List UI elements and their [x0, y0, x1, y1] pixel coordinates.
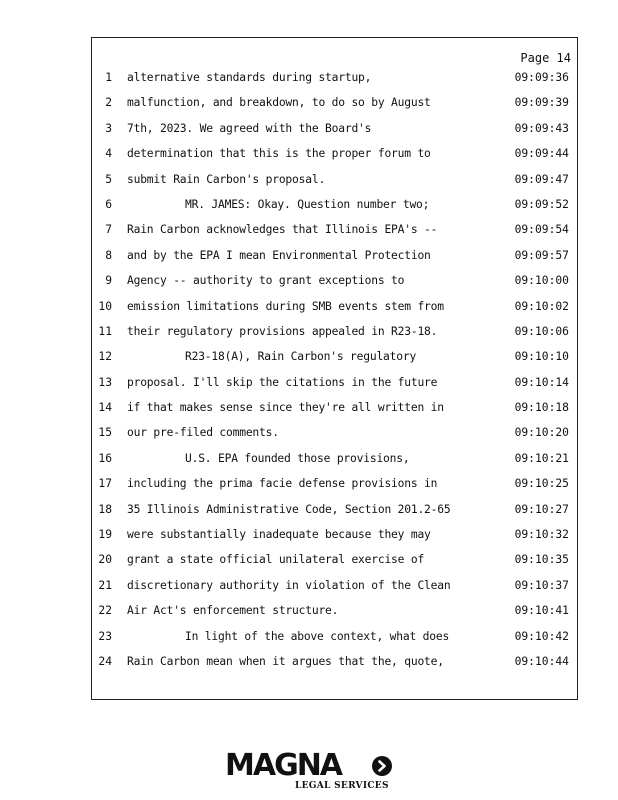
line-timestamp: 09:10:37	[514, 578, 569, 592]
transcript-line	[92, 223, 577, 248]
line-text: determination that this is the proper forum to	[127, 147, 431, 161]
line-number: 1	[105, 71, 112, 84]
transcript-line	[92, 503, 577, 528]
line-text: Agency -- authority to grant exceptions to	[127, 274, 405, 288]
line-text: proposal. I'll skip the citations in the future	[127, 375, 438, 389]
logo-subtitle: LEGAL SERVICES	[295, 781, 389, 791]
line-text: Rain Carbon mean when it argues that the, quote,	[127, 654, 444, 668]
line-number: 3	[105, 121, 112, 135]
line-timestamp: 09:09:47	[514, 172, 569, 186]
line-timestamp: 09:10:14	[514, 375, 569, 389]
transcript-line	[92, 452, 577, 477]
line-text: In light of the above context, what does	[185, 629, 450, 643]
transcript-line	[92, 477, 577, 502]
transcript-line	[92, 376, 577, 401]
line-timestamp: 09:09:39	[514, 96, 569, 110]
transcript-line	[92, 528, 577, 553]
line-number: 7	[105, 223, 112, 237]
transcript-line	[92, 300, 577, 325]
line-timestamp: 09:09:44	[514, 147, 569, 161]
line-text: discretionary authority in violation of the Clean	[127, 578, 451, 592]
line-text: emission limitations during SMB events stem from	[127, 299, 444, 313]
line-text: submit Rain Carbon's proposal.	[127, 172, 326, 186]
transcript-lines	[92, 71, 577, 680]
line-timestamp: 09:10:25	[514, 477, 569, 491]
line-timestamp: 09:10:21	[514, 451, 569, 465]
transcript-line	[92, 249, 577, 274]
line-number: 6	[105, 197, 112, 211]
transcript-line	[92, 426, 577, 451]
line-number: 18	[98, 502, 112, 516]
line-number: 4	[105, 147, 112, 161]
line-number: 14	[98, 401, 112, 415]
line-text: Air Act's enforcement structure.	[127, 604, 339, 618]
transcript-line	[92, 630, 577, 655]
line-number: 5	[105, 172, 112, 186]
line-text: including the prima facie defense provisions in	[127, 477, 438, 491]
logo-wordmark: MAGNA	[225, 748, 342, 783]
transcript-line	[92, 71, 577, 96]
line-text: 35 Illinois Administrative Code, Section 201.2-65	[127, 502, 451, 516]
transcript-line	[92, 147, 577, 172]
line-text: MR. JAMES: Okay. Question number two;	[185, 197, 430, 211]
line-text: malfunction, and breakdown, to do so by August	[127, 96, 431, 110]
transcript-line	[92, 173, 577, 198]
line-text: their regulatory provisions appealed in R23-18.	[127, 324, 438, 338]
line-timestamp: 09:10:02	[514, 299, 569, 313]
line-number: 8	[105, 248, 112, 262]
line-timestamp: 09:10:18	[514, 401, 569, 415]
line-timestamp: 09:10:35	[514, 553, 569, 567]
line-number: 15	[98, 426, 112, 440]
line-timestamp: 09:09:43	[514, 121, 569, 135]
page-number: Page 14	[520, 51, 571, 65]
line-number: 21	[98, 578, 112, 592]
line-timestamp: 09:09:57	[514, 248, 569, 262]
line-number: 20	[98, 553, 112, 567]
transcript-line	[92, 122, 577, 147]
line-text: if that makes sense since they're all written in	[127, 401, 444, 415]
line-timestamp: 09:10:06	[514, 324, 569, 338]
line-number: 19	[98, 528, 112, 542]
line-text: 7th, 2023. We agreed with the Board's	[127, 121, 372, 135]
line-text: alternative standards during startup,	[127, 71, 372, 84]
line-timestamp: 09:10:41	[514, 604, 569, 618]
line-timestamp: 09:10:20	[514, 426, 569, 440]
line-number: 23	[98, 629, 112, 643]
line-text: grant a state official unilateral exercise of	[127, 553, 425, 567]
transcript-line	[92, 350, 577, 375]
line-number: 2	[105, 96, 112, 110]
line-timestamp: 09:09:52	[514, 197, 569, 211]
line-number: 17	[98, 477, 112, 491]
line-text: R23-18(A), Rain Carbon's regulatory	[185, 350, 417, 364]
line-text: our pre-filed comments.	[127, 426, 279, 440]
line-timestamp: 09:10:32	[514, 528, 569, 542]
line-timestamp: 09:10:10	[514, 350, 569, 364]
line-text: and by the EPA I mean Environmental Protection	[127, 248, 431, 262]
line-number: 22	[98, 604, 112, 618]
line-text: were substantially inadequate because they may	[127, 528, 431, 542]
line-number: 13	[98, 375, 112, 389]
line-text: Rain Carbon acknowledges that Illinois EPA's --	[127, 223, 438, 237]
line-number: 11	[98, 324, 112, 338]
transcript-line	[92, 401, 577, 426]
line-number: 24	[98, 654, 112, 668]
line-number: 12	[98, 350, 112, 364]
line-timestamp: 09:10:42	[514, 629, 569, 643]
line-timestamp: 09:10:27	[514, 502, 569, 516]
line-number: 10	[98, 299, 112, 313]
magna-logo	[225, 748, 395, 793]
line-timestamp: 09:09:36	[514, 71, 569, 84]
transcript-line	[92, 655, 577, 680]
transcript-page-frame	[91, 37, 578, 700]
transcript-line	[92, 553, 577, 578]
transcript-line	[92, 579, 577, 604]
transcript-line	[92, 198, 577, 223]
line-timestamp: 09:09:54	[514, 223, 569, 237]
transcript-line	[92, 96, 577, 121]
transcript-line	[92, 325, 577, 350]
line-number: 9	[105, 274, 112, 288]
line-timestamp: 09:10:00	[514, 274, 569, 288]
line-timestamp: 09:10:44	[514, 654, 569, 668]
chevron-right-circle-icon	[371, 755, 393, 777]
transcript-line	[92, 604, 577, 629]
transcript-line	[92, 274, 577, 299]
line-number: 16	[98, 451, 112, 465]
line-text: U.S. EPA founded those provisions,	[185, 451, 410, 465]
